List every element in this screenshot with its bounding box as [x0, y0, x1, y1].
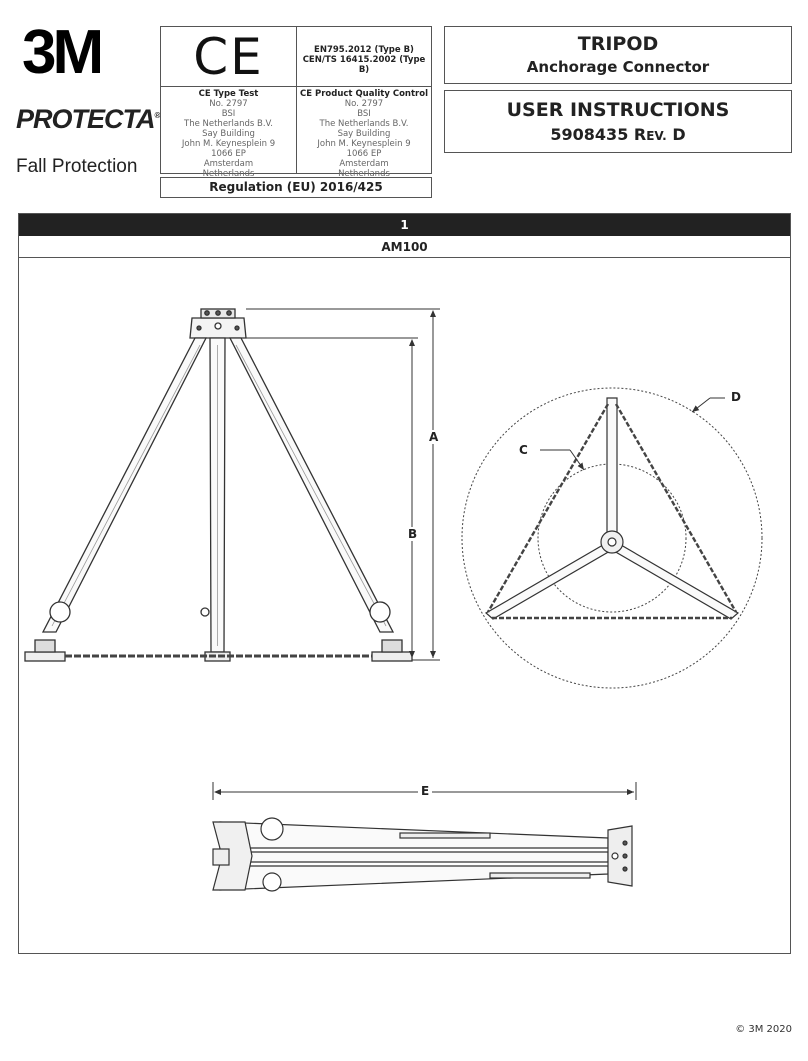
quality-control-line: Amsterdam	[339, 159, 389, 169]
registered-mark: ®	[154, 111, 160, 120]
quality-control-line: John M. Keynesplein 9	[317, 139, 411, 149]
standard-cen-ts: CEN/TS 16415.2002 (Type B)	[302, 55, 426, 75]
quality-control-line: 1066 EP	[346, 149, 382, 159]
type-test-line: The Netherlands B.V.	[184, 119, 273, 129]
dimension-lines	[246, 309, 440, 660]
regulation-box: Regulation (EU) 2016/425	[160, 177, 432, 198]
product-name: TRIPOD	[577, 33, 659, 55]
revision-letter: D	[672, 125, 686, 144]
brand-tagline: Fall Protection	[16, 156, 138, 177]
tripod-side-view	[25, 309, 412, 661]
type-test-line: John M. Keynesplein 9	[181, 139, 276, 149]
quality-control-line: Netherlands	[338, 169, 390, 179]
3m-logo: 3M	[22, 18, 101, 87]
quality-control-title: CE Product Quality Control	[299, 89, 428, 99]
dimension-label-e: E	[418, 784, 432, 798]
ce-mark: CE	[193, 28, 264, 86]
quality-control-line: BSI	[357, 109, 371, 119]
quality-control-line: Say Building	[337, 129, 391, 139]
document-title: USER INSTRUCTIONS	[506, 99, 730, 121]
quality-control-line: The Netherlands B.V.	[319, 119, 409, 129]
revision-prefix: R	[633, 125, 647, 144]
document-number-value: 5908435	[550, 125, 629, 144]
protecta-wordmark: PROTECTA	[16, 104, 155, 134]
type-test-line: Netherlands	[202, 169, 255, 179]
product-subtitle: Anchorage Connector	[526, 58, 710, 76]
type-test-line: 1066 EP	[211, 149, 246, 159]
type-test-line: BSI	[221, 109, 236, 119]
type-test-line: Say Building	[202, 129, 255, 139]
figure-number: 1	[19, 214, 790, 236]
tripod-folded-view	[213, 818, 632, 891]
revision-small: EV.	[646, 129, 667, 143]
copyright: © 3M 2020	[735, 1024, 792, 1035]
dimension-label-c: C	[519, 443, 528, 457]
figure-model: AM100	[19, 236, 790, 258]
type-test-line: No. 2797	[209, 99, 248, 109]
dimension-label-a: A	[429, 430, 439, 444]
type-test-line: Amsterdam	[203, 159, 254, 169]
quality-control-line: No. 2797	[344, 99, 384, 109]
dimension-label-d: D	[731, 390, 741, 404]
dimension-label-b: B	[408, 527, 418, 541]
tripod-top-view	[462, 388, 762, 688]
type-test-title: CE Type Test	[198, 89, 259, 99]
standard-en795: EN795.2012 (Type B)	[314, 45, 414, 55]
